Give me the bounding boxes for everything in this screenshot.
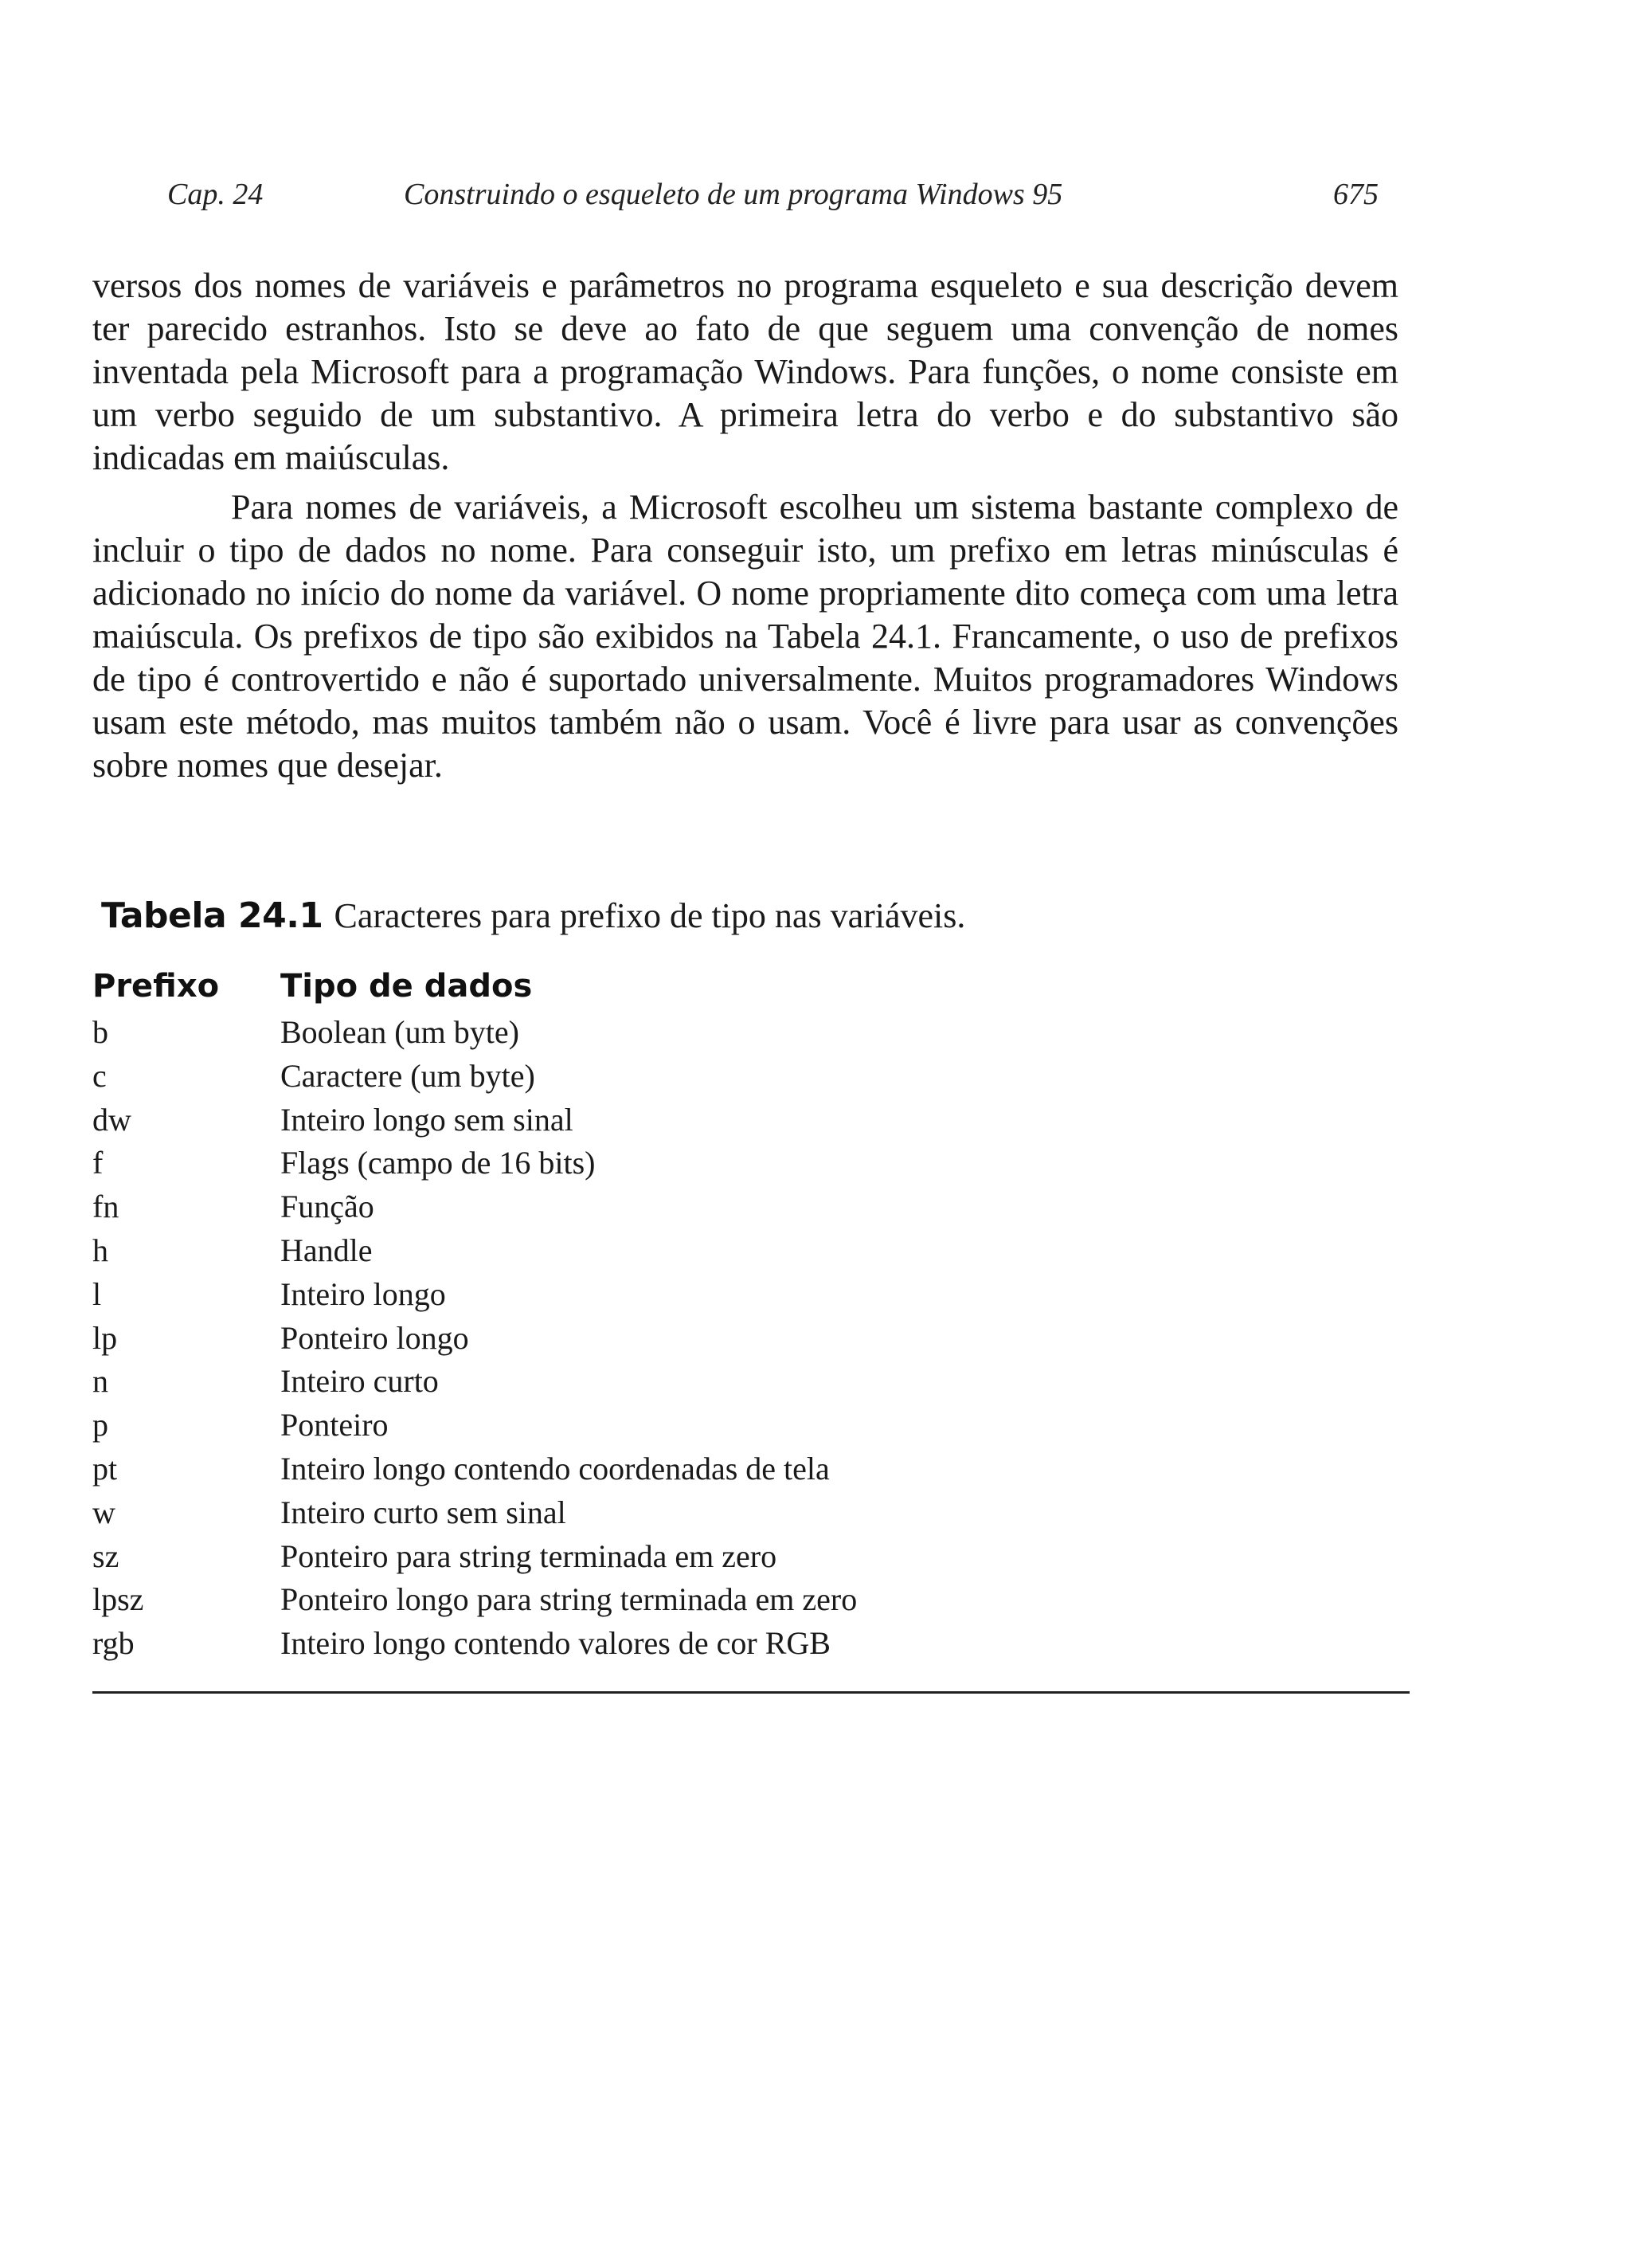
table-caption — [101, 892, 1407, 940]
prefix-cell: p — [92, 1407, 108, 1443]
table-bottom-rule — [92, 1691, 1410, 1694]
data-type-cell: Inteiro longo — [280, 1275, 446, 1312]
data-type-cell: Ponteiro para string terminada em zero — [280, 1537, 777, 1574]
paragraph: Para nomes de variáveis, a Microsoft escolheu um sistema bastante complexo de incluir o tipo de dados no nome. Para conseguir isto, um prefixo em letras minúsculas é adicionado no início do nome da variável. O nome propriamente dito começa com uma letra maiúscula. Os prefixos de tipo são exibidos na Tabela 24.1. Francamente, o uso de prefixos de tipo é controvertido e não é suportado universalmente. Muitos programadores Windows usam este método, mas muitos também não o usam. Você é livre para usar as convenções sobre nomes que desejar. — [92, 488, 1398, 785]
body-text — [92, 264, 1398, 787]
prefix-cell: lpsz — [92, 1581, 144, 1618]
prefix-cell: n — [92, 1363, 108, 1400]
prefix-cell: c — [92, 1057, 107, 1094]
data-type-cell: Flags (campo de 16 bits) — [280, 1145, 596, 1181]
table-row — [92, 1535, 1398, 1579]
table-body — [92, 1011, 1398, 1666]
paragraph: versos dos nomes de variáveis e parâmetros no programa esqueleto e sua descrição devem ter parecido estranhos. Isto se deve ao fato de que seguem uma convenção de nomes inventada pela Microsoft para a programação Windows. Para funções, o nome consiste em um verbo seguido de um substantivo. A primeira letra do verbo e do substantivo são indicadas em maiúsculas. — [92, 266, 1398, 477]
page-number: 675 — [1333, 178, 1379, 211]
data-type-cell: Inteiro curto sem sinal — [280, 1494, 566, 1530]
data-type-cell: Função — [280, 1189, 374, 1225]
prefix-cell: fn — [92, 1189, 119, 1225]
table-row — [92, 1099, 1398, 1142]
table-row — [92, 1273, 1398, 1317]
prefix-cell: rgb — [92, 1625, 135, 1662]
data-type-cell: Inteiro longo contendo coordenadas de tela — [280, 1450, 830, 1487]
table-row — [92, 1055, 1398, 1099]
running-header — [0, 177, 1631, 225]
data-type-cell: Handle — [280, 1232, 373, 1268]
table-row — [92, 1491, 1398, 1535]
prefix-cell: f — [92, 1145, 104, 1181]
prefix-cell: b — [92, 1014, 108, 1050]
table-row — [92, 1447, 1398, 1491]
data-type-cell: Inteiro longo sem sinal — [280, 1101, 573, 1138]
data-type-cell: Inteiro longo contendo valores de cor RGB — [280, 1625, 831, 1662]
chapter-title: Construindo o esqueleto de um programa Windows 95 — [404, 178, 1063, 211]
data-type-cell: Ponteiro longo para string terminada em zero — [280, 1581, 858, 1618]
table-row — [92, 1011, 1398, 1055]
prefix-table — [92, 962, 1398, 1666]
data-type-cell: Boolean (um byte) — [280, 1014, 519, 1050]
prefix-cell: sz — [92, 1537, 119, 1574]
prefix-cell: dw — [92, 1101, 131, 1138]
prefix-cell: lp — [92, 1319, 118, 1356]
table-row — [92, 1404, 1398, 1447]
prefix-cell: pt — [92, 1450, 118, 1487]
column-header-prefix: Prefixo — [92, 968, 220, 1005]
data-type-cell: Ponteiro — [280, 1407, 389, 1443]
table-row — [92, 1578, 1398, 1622]
prefix-cell: h — [92, 1232, 108, 1268]
table-row — [92, 1185, 1398, 1229]
prefix-cell: w — [92, 1494, 115, 1530]
data-type-cell: Ponteiro longo — [280, 1319, 469, 1356]
table-row — [92, 1142, 1398, 1185]
data-type-cell: Inteiro curto — [280, 1363, 439, 1400]
chapter-label: Cap. 24 — [167, 178, 264, 211]
table-header-row — [92, 962, 1398, 1011]
prefix-cell: l — [92, 1275, 102, 1312]
table-caption-label: Tabela 24.1 — [101, 895, 323, 936]
table-row — [92, 1360, 1398, 1404]
table-row — [92, 1229, 1398, 1273]
column-header-data-type: Tipo de dados — [280, 968, 533, 1005]
table-caption-text: Caracteres para prefixo de tipo nas variáveis. — [334, 896, 966, 935]
data-type-cell: Caractere (um byte) — [280, 1057, 535, 1094]
table-row — [92, 1622, 1398, 1666]
table-row — [92, 1317, 1398, 1361]
